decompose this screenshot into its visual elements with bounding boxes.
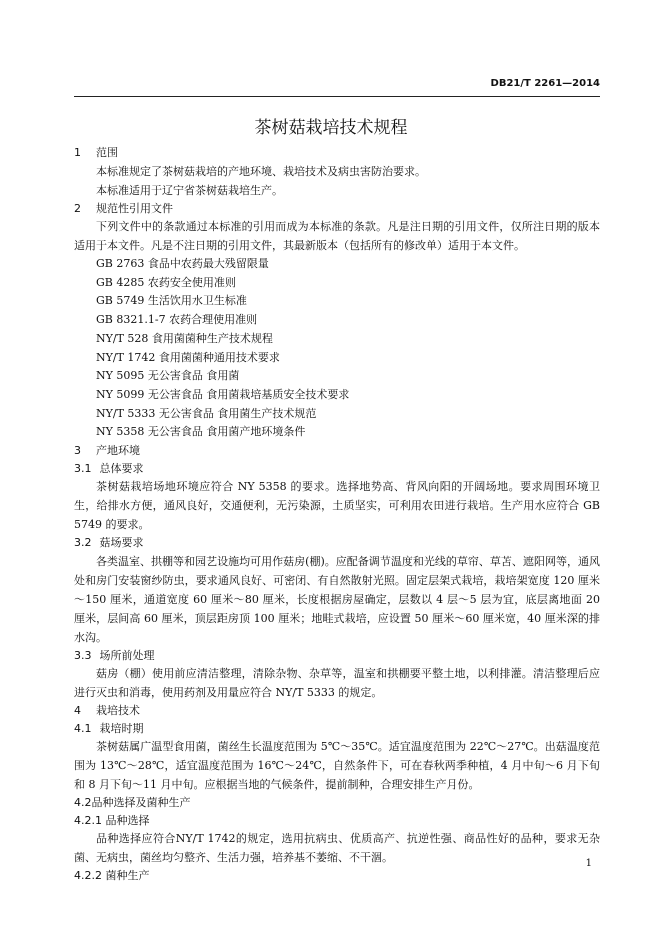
reference-item: NY/T 528 食用菌菌种生产技术规程 (96, 331, 273, 345)
reference-item: GB 4285 农药安全使用准则 (96, 275, 236, 289)
subsection-heading-4-2: 4.2品种选择及菌种生产 (74, 796, 191, 810)
reference-item: NY 5358 无公害食品 食用菌产地环境条件 (96, 425, 306, 439)
reference-item: NY 5099 无公害食品 食用菌栽培基质安全技术要求 (96, 387, 350, 401)
subsection-heading-3-2: 3.2 菇场要求 (74, 536, 144, 550)
section-heading-2: 2 规范性引用文件 (74, 201, 173, 215)
header-rule (74, 96, 600, 97)
subsection-heading-4-1: 4.1 栽培时期 (74, 721, 144, 735)
paragraph: 茶树菇属广温型食用菌，菌丝生长温度范围为 5℃～35℃。适宜温度范围为 22℃～27℃。出菇温度范围为 13℃～28℃，适宜温度范围为 16℃～24℃，自然条件下，可在春秋两季种植，4 月中旬～6 月下旬和 8 月下旬～11 月中旬。应根据当地的气候条件，提前制种，合理安排生产月份。 (74, 740, 600, 792)
section-heading-3: 3 产地环境 (74, 444, 140, 458)
paragraph: 各类温室、拱棚等和园艺设施均可用作菇房(棚)。应配备调节温度和光线的草帘、草苫、遮阳网等，通风处和房门安装窗纱防虫，要求通风良好、可密闭、有自然散射光照。固定层架式栽培，栽培架宽度 120 厘米～150 厘米，通道宽度 60 厘米～80 厘米，长度根据房屋确定，层数以 4 层～5 层为宜，底层离地面 20 厘米，层间高 60 厘米，顶层距房顶 100 厘米；地畦式栽培，应设置 50 厘米～60 厘米宽，40 厘米深的排水沟。 (74, 554, 600, 644)
reference-item: NY/T 5333 无公害食品 食用菌生产技术规范 (96, 406, 317, 420)
document-body (74, 144, 600, 885)
reference-item: NY 5095 无公害食品 食用菌 (96, 369, 240, 383)
reference-item: GB 5749 生活饮用水卫生标准 (96, 294, 247, 308)
page-number: 1 (585, 858, 592, 869)
section-heading-1: 1 范围 (74, 146, 118, 159)
reference-item: GB 8321.1-7 农药合理使用准则 (96, 313, 258, 327)
paragraph: 茶树菇栽培场地环境应符合 NY 5358 的要求。选择地势高、背风向阳的开阔场地。要求周围环境卫生，给排水方便，通风良好，交通便利，无污染源，土质坚实，可利用农田进行栽培。生产用水应符合 GB 5749 的要求。 (74, 480, 600, 532)
subsection-heading-4-2-1: 4.2.1 品种选择 (74, 813, 150, 827)
section-heading-4: 4 栽培技术 (74, 704, 140, 718)
document-title: 茶树菇栽培技术规程 (254, 118, 408, 138)
document-code: DB21/T 2261—2014 (490, 78, 600, 89)
paragraph: 下列文件中的条款通过本标准的引用而成为本标准的条款。凡是注日期的引用文件，仅所注日期的版本适用于本文件。凡是不注日期的引用文件，其最新版本（包括所有的修改单）适用于本文件。 (74, 220, 600, 252)
paragraph: 品种选择应符合NY/T 1742的规定，选用抗病虫、优质高产、抗逆性强、商品性好的品种，要求无杂菌、无病虫，菌丝均匀整齐、生活力强，培养基不萎缩、不干涸。 (74, 832, 600, 865)
paragraph: 菇房（棚）使用前应清洁整理，清除杂物、杂草等，温室和拱棚要平整土地，以利排灌。清洁整理后应进行灭虫和消毒，使用药剂及用量应符合 NY/T 5333 的规定。 (74, 667, 600, 700)
reference-item: GB 2763 食品中农药最大残留限量 (96, 257, 269, 270)
subsection-heading-3-3: 3.3 场所前处理 (74, 648, 155, 662)
reference-item: NY/T 1742 食用菌菌种通用技术要求 (96, 350, 280, 364)
subsection-heading-3-1: 3.1 总体要求 (74, 461, 144, 475)
paragraph: 本标准适用于辽宁省茶树菇栽培生产。 (96, 183, 283, 197)
paragraph: 本标准规定了茶树菇栽培的产地环境、栽培技术及病虫害防治要求。 (96, 164, 426, 178)
subsection-heading-4-2-2: 4.2.2 菌种生产 (74, 869, 150, 883)
